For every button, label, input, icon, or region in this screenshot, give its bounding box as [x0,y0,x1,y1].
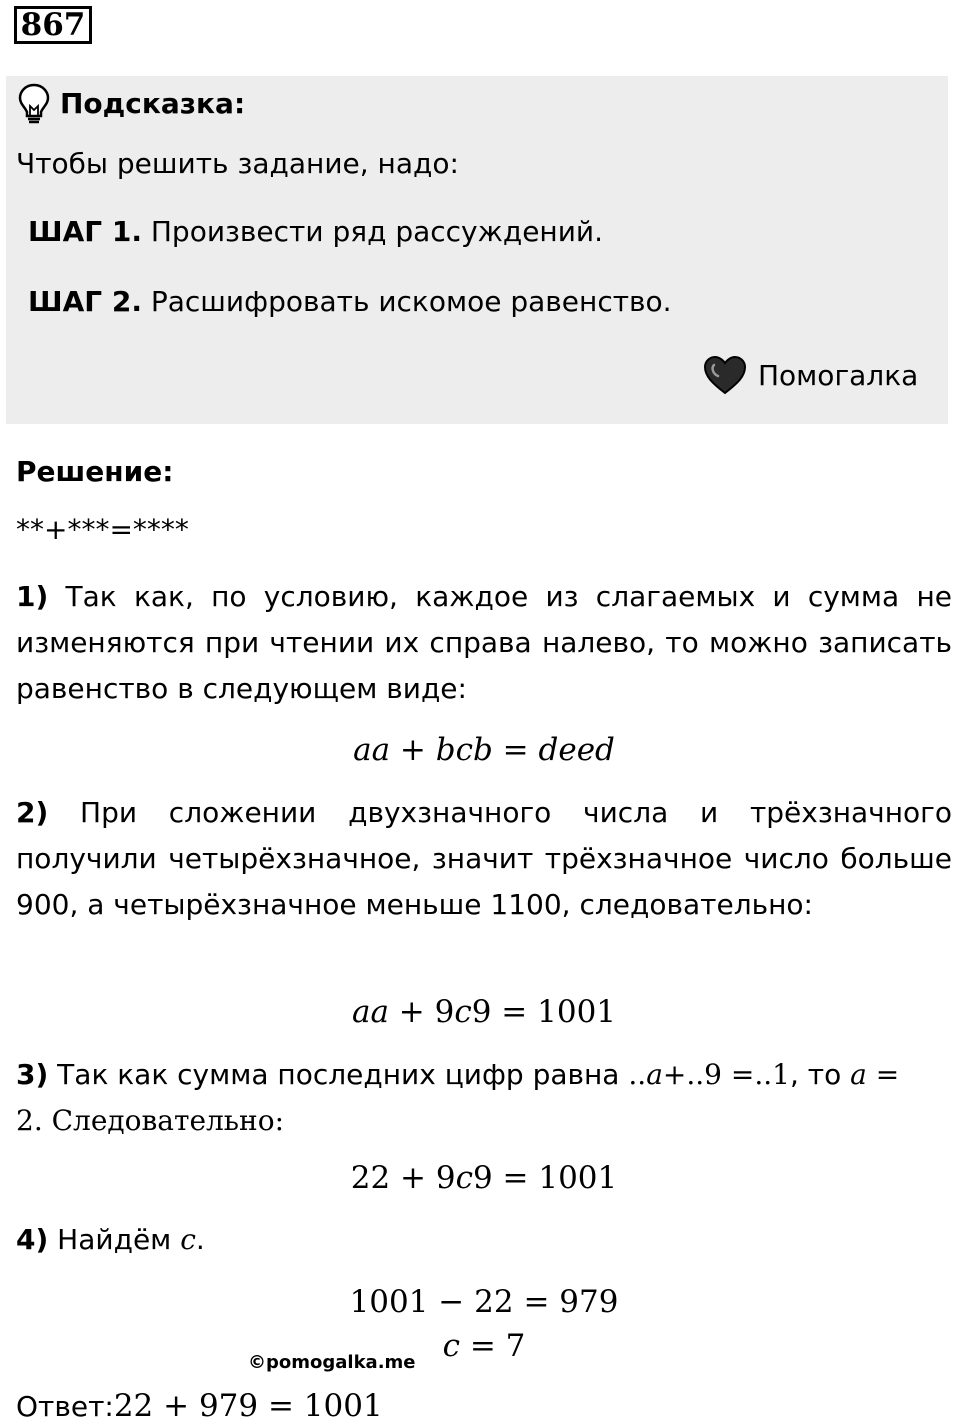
equation-3 [0,1156,960,1200]
paragraph-number: 3) [16,1058,49,1091]
step-text: Расшифровать искомое равенство. [141,285,672,318]
brand-name: Помогалка [758,359,919,392]
eq-part: 22 + 9 [350,1160,456,1196]
paragraph-text: . [195,1223,205,1256]
paragraph-number: 2) [16,796,49,829]
inline-math: a [646,1058,663,1091]
paragraph-4 [16,1220,205,1260]
inline-math: +..9 =..1 [662,1058,790,1091]
eq-var: c [455,1160,473,1196]
paragraph-text: Так как, по условию, каждое из слагаемых и сумма не изменяются при чтении их справа налево, то можно записать равенство в следующем виде: [16,580,952,705]
eq-op: + [390,732,436,768]
pattern: **+***=**** [16,513,189,546]
eq-part: 9 = 1001 [471,994,617,1030]
copyright: ©pomogalka.me [248,1352,416,1373]
eq-op: = [492,732,539,768]
equation-5 [0,1324,960,1368]
inline-math: c [180,1223,196,1256]
hint-step-2 [28,282,672,322]
eq-var: c [442,1328,460,1364]
step-label: ШАГ 2. [28,285,142,318]
inline-math: 2. [16,1104,43,1137]
paragraph-2 [16,790,952,928]
eq-term: aa [351,994,389,1030]
step-label: ШАГ 1. [28,215,142,248]
eq-term: aa [353,732,391,768]
hint-intro: Чтобы решить задание, надо: [16,147,459,180]
equation-1 [0,728,960,772]
paragraph-text: Найдём [48,1223,181,1256]
eq-part: + 9 [388,994,455,1030]
paragraph-number: 1) [16,580,49,613]
answer [16,1386,383,1427]
lightbulb-icon [16,82,52,126]
eq-part: = 7 [459,1328,526,1364]
task-number: 867 [14,6,92,44]
eq-term: bcb [435,732,493,768]
eq-var: c [454,994,472,1030]
answer-expr: 22 + 979 = 1001 [113,1388,383,1424]
paragraph-1 [16,574,952,712]
inline-math: a [850,1058,867,1091]
hint-title: Подсказка: [60,87,246,120]
paragraph-text: , то [789,1058,851,1091]
inline-math: = [866,1058,900,1091]
eq-part: 9 = 1001 [472,1160,618,1196]
paragraph-text: Следовательно: [42,1104,284,1137]
eq-term: deed [538,732,615,768]
equation-2 [0,990,960,1034]
paragraph-text: При сложении двухзначного числа и трёхзначного получили четырёхзначное, значит трёхзначное число больше 900, а четырёхзначное меньше 1100, следовательно: [16,796,952,921]
paragraph-text: Так как сумма последних цифр равна [48,1058,629,1091]
paragraph-number: 4) [16,1223,49,1256]
equation-4: 1001 − 22 = 979 [349,1284,619,1320]
heart-icon [702,354,748,396]
inline-math: .. [628,1058,647,1091]
step-text: Произвести ряд рассуждений. [141,215,604,248]
answer-label: Ответ: [16,1390,114,1423]
hint-step-1 [28,212,603,252]
solution-title: Решение: [16,455,174,488]
paragraph-3 [16,1052,956,1144]
